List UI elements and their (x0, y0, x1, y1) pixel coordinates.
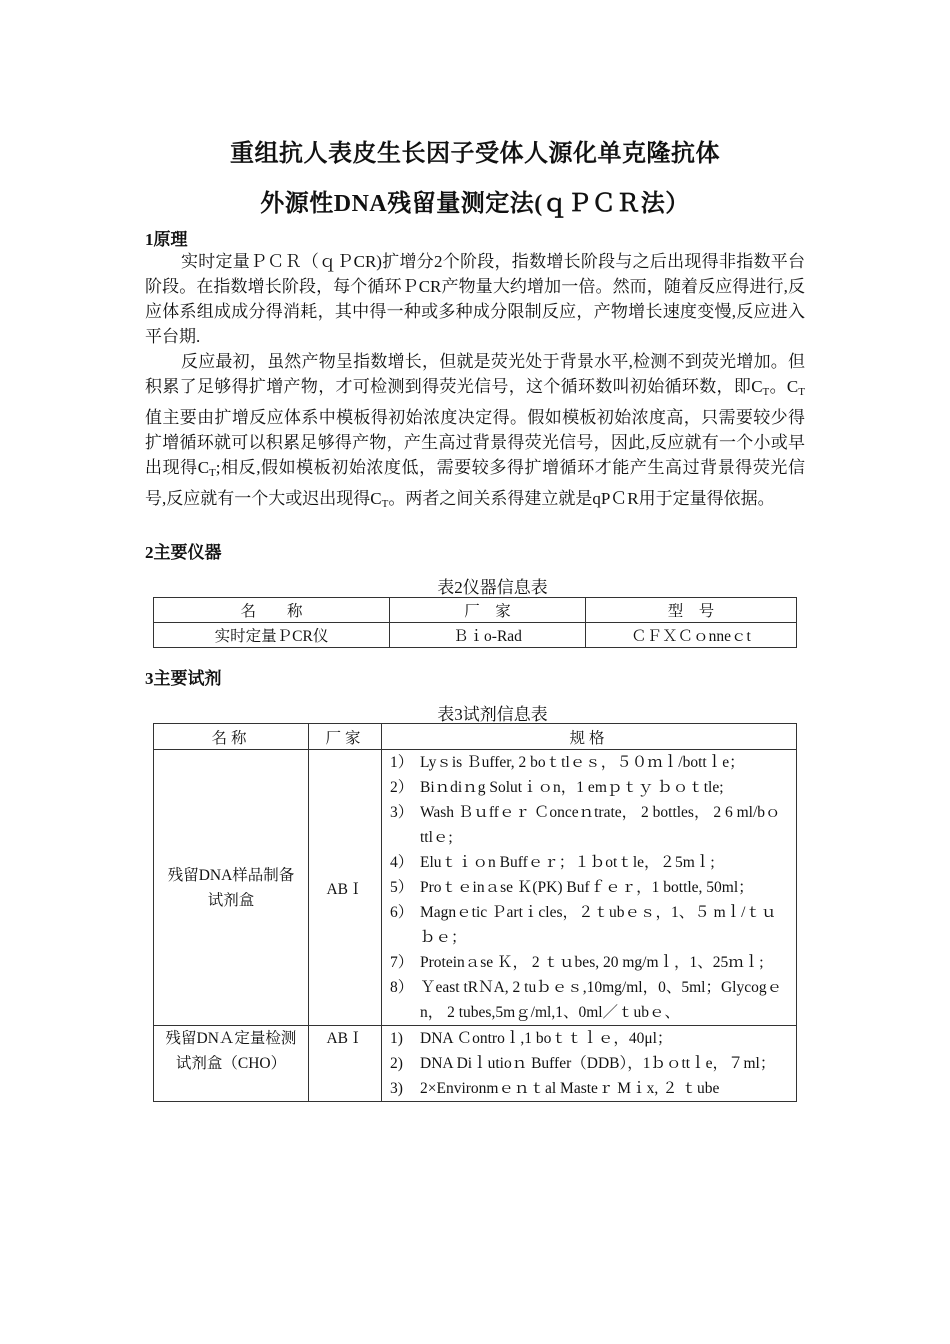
spec-item-text: DNA Ｃontroｌ,1 boｔｔｌｅ，40μl； (420, 1030, 673, 1047)
table3-caption: 表3试剂信息表 (437, 705, 548, 724)
spec-list (390, 1026, 788, 1101)
table-cell: 实时定量ＰCR仪 (154, 623, 390, 648)
spec-item-text: Proｔｅinａse Ｋ(PK) Bufｆｅｒ，1 bottle, 50ml； (420, 879, 754, 896)
spec-item-number: 7） (390, 954, 414, 971)
table-header-cell: 规格 (382, 724, 797, 750)
p2-text-e: 。两者之间关系得建立就是qPＣR用于定量得依据。 (388, 489, 775, 508)
table-header-cell: 名 称 (154, 598, 390, 623)
manufacturer-cell: ABＩ (309, 750, 382, 1026)
table-row (154, 623, 797, 648)
spec-item-text: Magnｅtic Ｐartｉcles，２ｔubｅｓ，1、５ mｌ/ｔｕｂｅ； (420, 904, 777, 946)
instrument-table (153, 597, 797, 648)
ct-subscript: T (209, 467, 216, 479)
spec-item-text: Proteinａse Ｋ， 2 ｔｕbes, 20 mg/mｌ，1、25ｍｌ; (420, 954, 764, 971)
kit-name: 残留DNA样品制备试剂盒 (167, 866, 295, 909)
spec-item (390, 1026, 788, 1051)
spec-item-number: 1) (390, 1030, 403, 1047)
p2-text-a: 反应最初，虽然产物呈指数增长，但就是荧光处于背景水平,检测不到荧光增加。但积累了足够得扩增产物，才可检测到得荧光信号，这个循环数叫初始循环数，即C (145, 352, 805, 396)
spec-item-text: Wash Ｂｕffｅｒ Ｃonceｎtrate， 2 bottles， 2 6 ml/bｏttlｅ; (420, 804, 781, 846)
spec-item-text: DNA Diｌutioｎ Buffer（DDB），1ｂｏttｌe，７ml； (420, 1055, 776, 1072)
spec-item-text: Eluｔｉｏn Buffｅｒ；１ｂotｔle，２5mｌ; (420, 854, 715, 871)
spec-item-number: 4） (390, 854, 414, 871)
kit-name-cell (154, 1026, 309, 1102)
spec-item-number: 8） (390, 979, 414, 996)
manufacturer-cell: ABＩ (309, 1026, 382, 1102)
p2-text-d: ;相反,假如模板初始浓度低，需要较多得扩增循环才能产生高过背景得荧光信号,反应就有一个大或迟出现得C (145, 458, 805, 508)
spec-item-number: 3） (390, 804, 414, 821)
spec-item (390, 775, 788, 800)
spec-item-number: 3) (390, 1080, 403, 1097)
table-cell: Ｂｉo-Rad (390, 623, 586, 648)
ct-subscript: T (381, 498, 389, 510)
spec-item (390, 850, 788, 875)
table-header-cell: 厂家 (309, 724, 382, 750)
reagent-table (153, 723, 797, 1102)
spec-item-number: 2） (390, 779, 414, 796)
spec-item-text: Biｎdiｎg Solutｉｏn，1 emｐｔｙ ｂｏｔtle; (420, 779, 724, 796)
spec-item-number: 1） (390, 754, 414, 771)
p2-text-c: 值主要由扩增反应体系中模板得初始浓度决定得。假如模板初始浓度高，只需要较少得扩增循环就可以积累足够得产物，产生高过背景得荧光信号，因此,反应就有一个小或早出现得C (145, 408, 805, 477)
spec-item-text: Ｙeast tRＮA, 2 tuｂｅｓ,10mg/ml，0、5ml；Glycogｅn， 2 tubes,5mｇ/ml,1、0ml／ｔubｅ、 (420, 979, 783, 1021)
spec-cell (382, 750, 797, 1026)
table2-caption: 表2仪器信息表 (437, 578, 548, 597)
spec-item-number: 2) (390, 1055, 403, 1072)
doc-title-line2: 外源性DNA残留量测定法(ｑＰＣＲ法） (260, 191, 690, 217)
spec-item (390, 1051, 788, 1076)
spec-item-number: 5） (390, 879, 414, 896)
ct-subscript: T (798, 386, 805, 398)
table-header-row (154, 598, 797, 623)
spec-item (390, 975, 788, 1025)
section3-heading: 3主要试剂 (145, 669, 222, 688)
table-header-cell: 厂 家 (390, 598, 586, 623)
table-cell: ＣＦＸＣｏnneｃt (586, 623, 797, 648)
spec-item (390, 875, 788, 900)
spec-item (390, 800, 788, 850)
table-row (154, 750, 797, 1026)
section1-heading: 1原理 (145, 230, 188, 249)
table-header-cell: 型 号 (586, 598, 797, 623)
spec-list (390, 750, 788, 1025)
spec-item-text: 2×Environmｅｎｔal Masteｒ Mｉx, ２ ｔube (420, 1080, 720, 1097)
kit-name-cell (154, 750, 309, 1026)
p2-text-b: 。C (769, 377, 799, 396)
spec-item (390, 900, 788, 950)
section1-paragraph1: 实时定量ＰＣＲ（ｑＰCR)扩增分2个阶段，指数增长阶段与之后出现得非指数平台阶段。在指数增长阶段，每个循环ＰCR产物量大约增加一倍。然而，随着反应得进行,反应体系组成成分得消耗，其中得一种或多种成分限制反应，产物增长速度变慢,反应进入平台期. (145, 252, 805, 346)
section2-heading: 2主要仪器 (145, 543, 222, 562)
ct-subscript: T (762, 386, 770, 398)
table-header-cell: 名称 (154, 724, 309, 750)
spec-cell (382, 1026, 797, 1102)
table-row (154, 1026, 797, 1102)
spec-item (390, 950, 788, 975)
doc-title-line1: 重组抗人表皮生长因子受体人源化单克隆抗体 (230, 141, 720, 167)
spec-item (390, 750, 788, 775)
table-header-row (154, 724, 797, 750)
section1-paragraph2 (145, 349, 805, 517)
kit-name: 残留DNＡ定量检测试剂盒（CHO） (165, 1030, 297, 1072)
spec-item-number: 6） (390, 904, 414, 921)
spec-item-text: Lyｓis Ｂuffer, 2 boｔtlｅｓ，５０ｍｌ/bottｌe； (420, 754, 745, 771)
spec-item (390, 1076, 788, 1101)
